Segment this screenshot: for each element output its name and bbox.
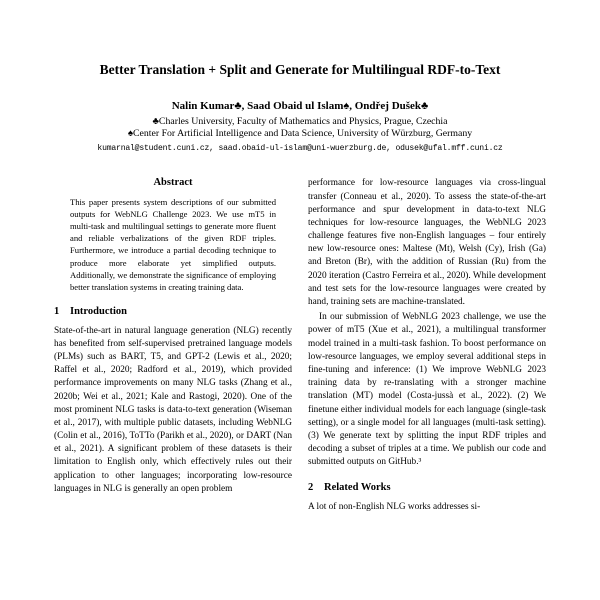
- introduction-paragraph: State-of-the-art in natural language generation (NLG) recently has benefited from self-supervised pretrained language models (PLMs) such as BART, T5, and GPT-2 (Lewis et al., 2020; Raffel et al., 2020; Radford et al., 2019), which provided performance improvements on many NLG tasks (Zhang et al., 2020b; Wei et al., 2021; Kale and Rastogi, 2020). One of the most prominent NLG tasks is data-to-text generation (Wiseman et al., 2017), with multiple public datasets, including WebNLG (Colin et al., 2016), ToTTo (Parikh et al., 2020), or DART (Nan et al., 2021). A significant problem of these datasets is their limitation to English only, which effectively rules out their application to other languages; incorporating low-resource languages in NLG is generally an open problem: [54, 325, 292, 494]
- affiliation-1: ♣Charles University, Faculty of Mathematics and Physics, Prague, Czechia: [152, 115, 448, 127]
- related-works-paragraph: A lot of non-English NLG works addresses si-: [308, 502, 481, 513]
- two-column-body: [54, 177, 546, 514]
- left-column: [54, 177, 292, 496]
- column2-paragraph-2: In our submission of WebNLG 2023 challenge, we use the power of mT5 (Xue et al., 2021), a multilingual transformer model trained in a multi-task fashion. To boost performance on low-resource languages, we employ several additional steps in fine-tuning and inference: (1) We improve WebNLG 2023 training data by re-translating with a stronger machine translation (MT) model (Costa-jussà et al., 2022). (2) We finetune either individual models for each language (single-task setting), or a single model for all languages (multi-task setting). (3) We generate text by splitting the input RDF triples and decoding a subset of triples at a time. We publish our code and submitted outputs on GitHub.³: [308, 312, 546, 468]
- section-number: 2: [308, 482, 314, 494]
- section-heading-introduction: [54, 306, 292, 317]
- abstract-heading: Abstract: [153, 177, 193, 189]
- section-title: Related Works: [324, 482, 391, 494]
- abstract-text: This paper presents system descriptions of our submitted outputs for WebNLG Challenge 2023. We use mT5 in multi-task and multilingual settings to generate more fluent and reliable verbalizations of the given RDF triples. Furthermore, we introduce a partial decoding technique to produce more elaborate yet simplified outputs. Additionally, we demonstrate the significance of employing better translation systems in creating training data.: [70, 197, 276, 292]
- author-emails: kumarnal@student.cuni.cz, saad.obaid-ul-islam@uni-wuerzburg.de, odusek@ufal.mff.cuni.cz: [97, 144, 503, 154]
- authors-line: Nalin Kumar♣, Saad Obaid ul Islam♠, Ondřej Dušek♣: [171, 99, 429, 112]
- section-title: Introduction: [70, 305, 127, 317]
- section-number: 1: [54, 305, 60, 317]
- column2-paragraph-1: performance for low-resource languages via cross-lingual transfer (Conneau et al., 2020). To assess the state-of-the-art performance and spur development in data-to-text NLG techniques for low-resource languages, the WebNLG 2023 challenge features five non-English languages – four entirely new low-resource ones: Maltese (Mt), Welsh (Cy), Irish (Ga) and Breton (Br), with the addition of Russian (Ru) from the 2020 iteration (Castro Ferreira et al., 2020). While development and test sets for the low-resource languages were created by hand, training sets are machine-translated.: [308, 178, 546, 308]
- section-heading-related-works: [308, 482, 546, 493]
- right-column: [308, 177, 546, 514]
- affiliation-2: ♠Center For Artificial Intelligence and Data Science, University of Würzburg, Germany: [127, 128, 473, 140]
- paper-title: Better Translation + Split and Generate for Multilingual RDF-to-Text: [99, 62, 501, 77]
